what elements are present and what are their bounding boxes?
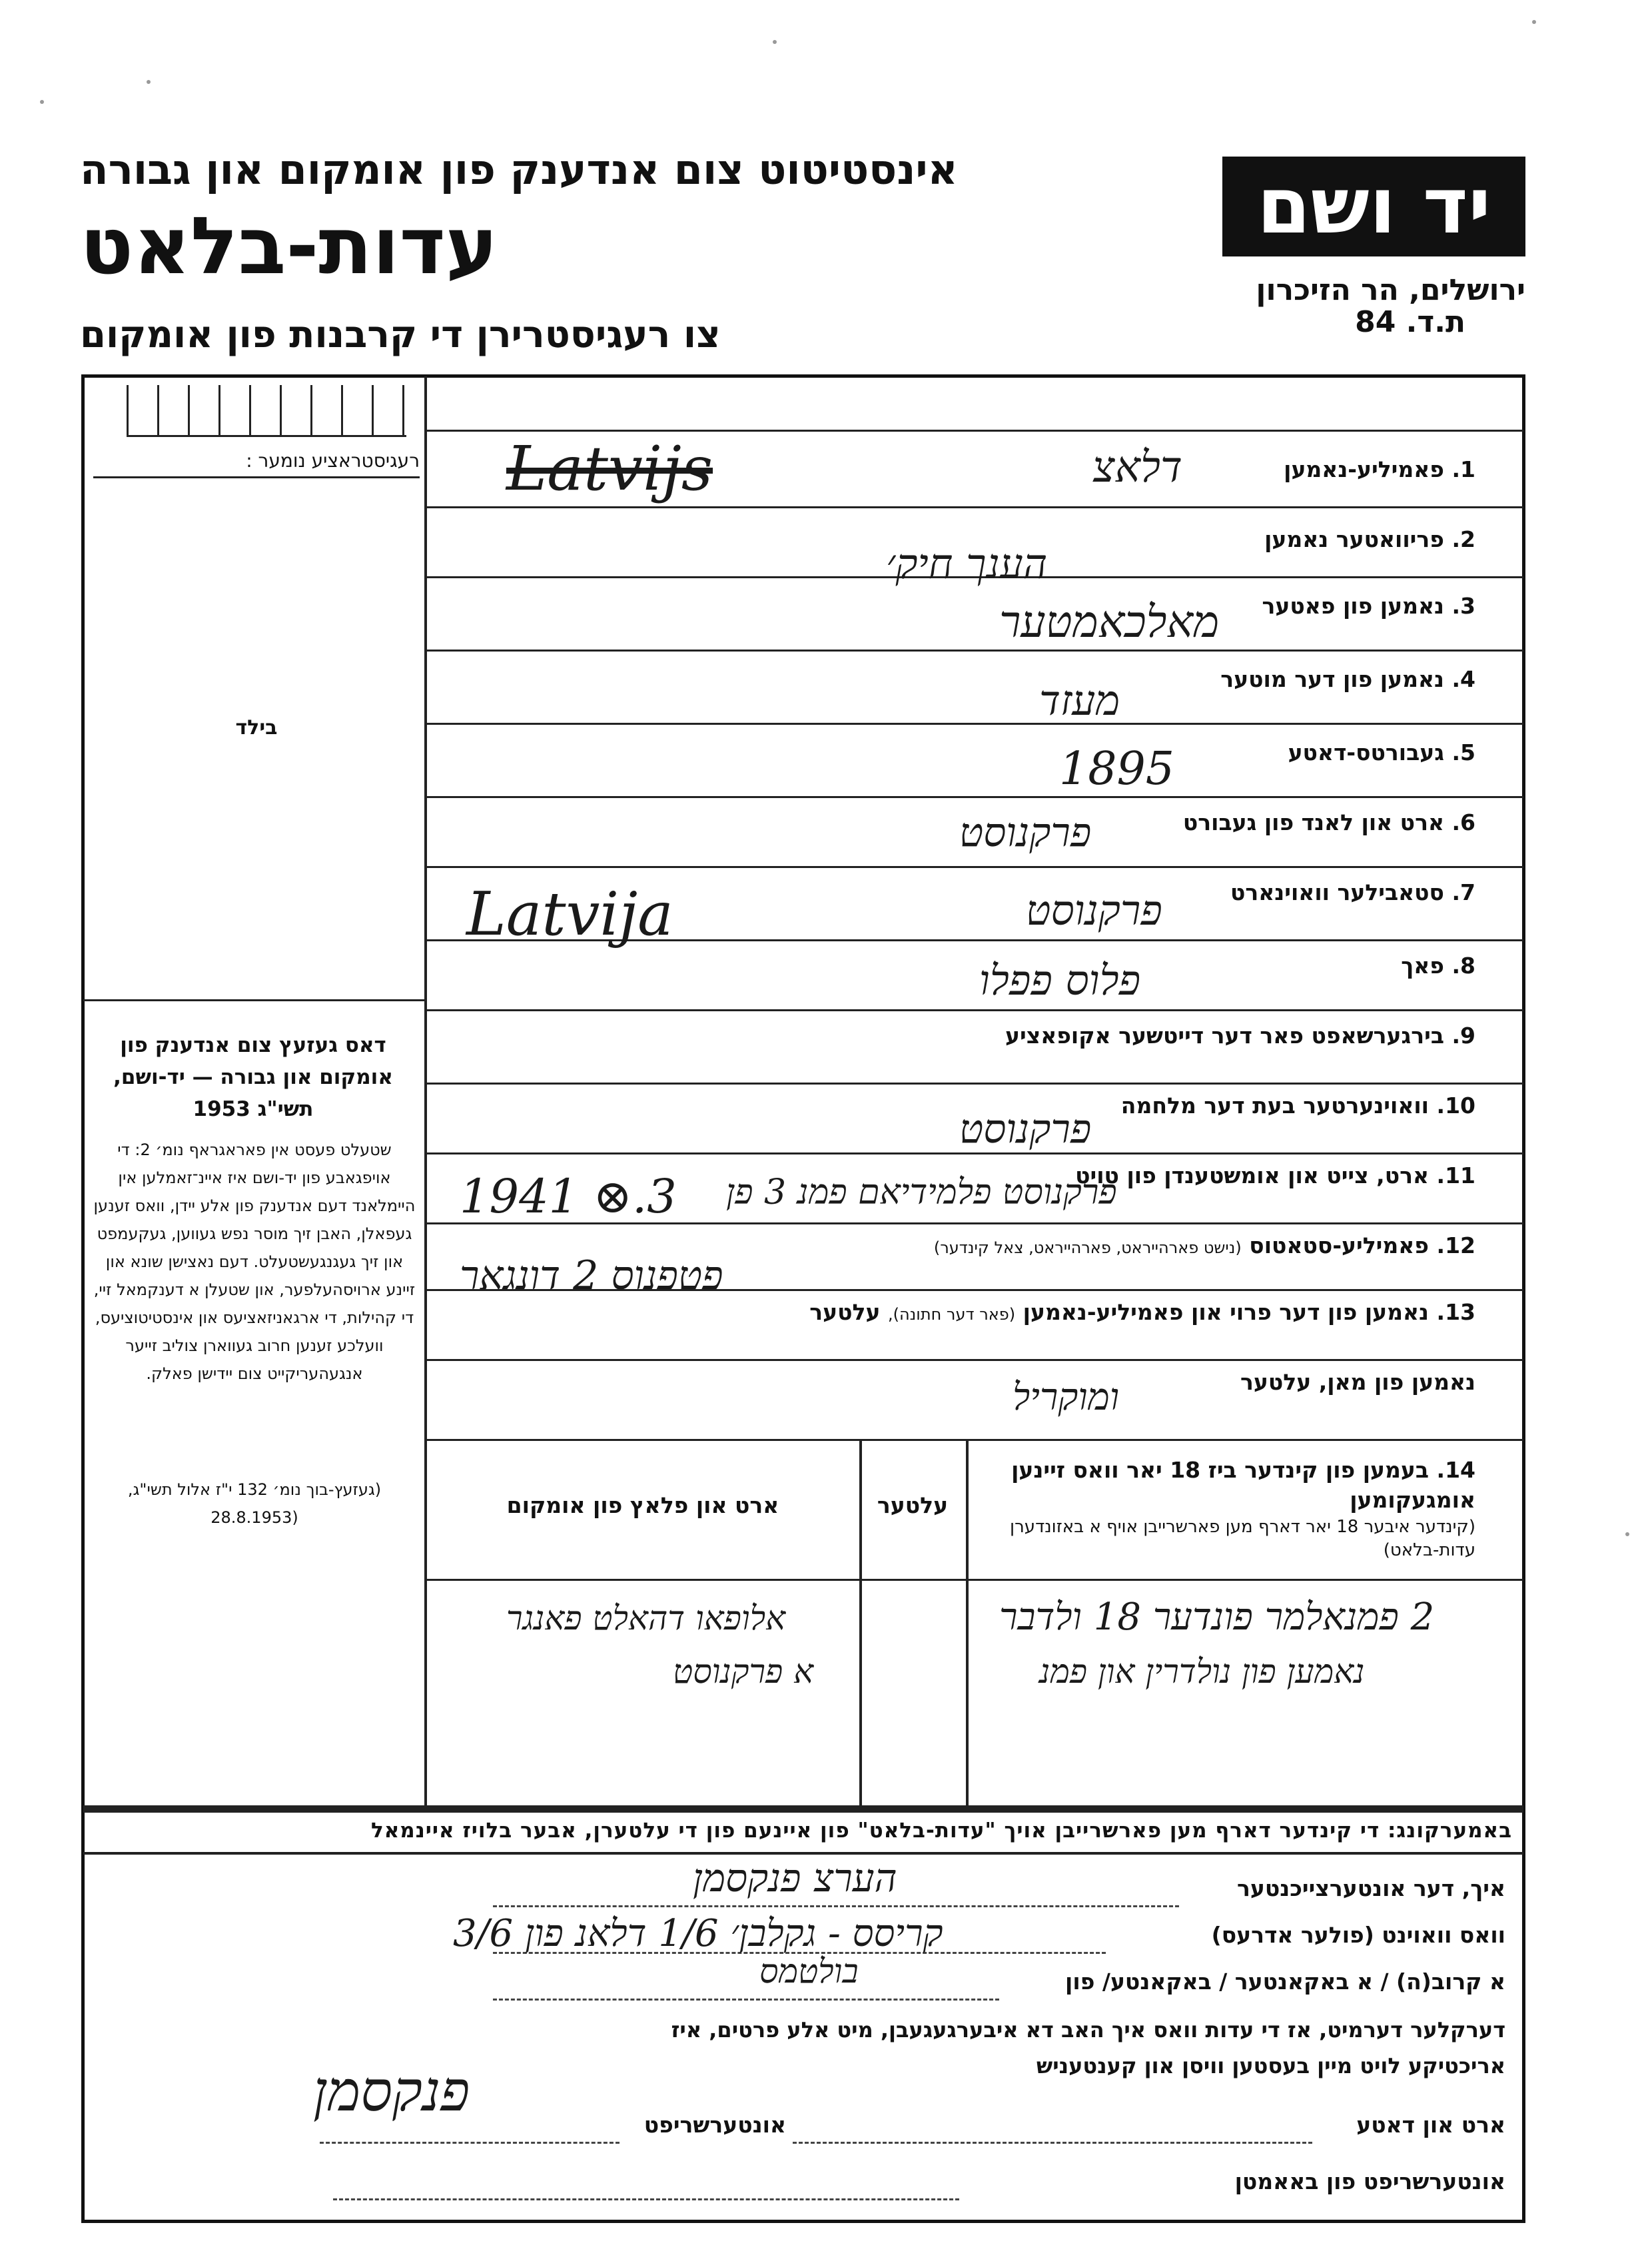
children-label: 14. בעמען פון קינדער ביז 18 יאר וואס זיינען אומגעקומען [1011,1457,1475,1513]
birth-date-value: 1895 [1059,743,1175,795]
photo-box-bottom [83,999,425,1001]
field-4-label: 4. נאמען פון דער מוטער [1220,666,1475,692]
place-column-header: ארט און פלאץ פון אומקום [506,1492,779,1518]
scan-speck [40,100,44,104]
mother-name-value: מעזד [1039,676,1120,725]
wartime-residence-value: פרקנוסט [959,1106,1092,1152]
remark-bottom-rule [83,1852,1523,1855]
relation-line [493,1999,999,2001]
institute-title: אינסטיטוט צום אנדענק פון אומקום און גבורה [80,145,958,194]
profession-value: פלוס פפלו [979,956,1141,1005]
declaration-text: דערקלער דערמיט, אז די עדות וואס איך האב דא איבערגעגעבן, מיט אלע פרטים, איז אריכטיקע לויט מיין בעסטען וויסן און קענטעניש [671,2017,1505,2079]
undersigned-label: איך, דער אונטערצייכנטער [1236,1875,1505,1901]
field-12-label: 12. פאמיליע-סטאטוס (נישט פארהייראט, פארהייראט, צאל קינדער) [933,1232,1475,1258]
field-8-label: 8. פאך [1401,953,1475,979]
field-9-label: 9. בירגערשאפט פאר דער דייטשער אקופאציע [1005,1023,1475,1049]
scan-speck [147,80,151,84]
birthplace-value: פרקנוסט [959,809,1092,856]
yad-vashem-logo: יד ושם [1222,157,1525,256]
field-13-label: 13. נאמען פון דער פרוי און פאמיליע-נאמען (פאר דער חתונה), עלטער [809,1299,1475,1325]
undersigned-line [493,1905,1179,1907]
children-names-line-1: 2 פמנאלמר פונדער 18 ולדבר [999,1595,1435,1639]
children-place-line-2: א פרקנוסט [673,1652,814,1691]
scan-speck [1625,1532,1629,1536]
law-source: (געזעץ-בוך נומ׳ 132 י"ז אלול תשי"ג, (28.8.1953 [127,1480,382,1527]
field-3-label: 3. נאמען פון פאטער [1262,593,1475,619]
death-circumstances-value: פרקנוסט פלמידיאם פמנ 3 פן [726,1172,1117,1212]
children-col-divider-2 [859,1439,862,1805]
scan-speck [773,40,777,44]
family-status-value: פטפנוס 2 דונגאר [460,1252,723,1299]
residence-latin: Latvija [466,879,673,949]
children-place-line-1: אלופאו דהאלט פאנגר [506,1599,786,1637]
place-date-label: ארט און דאטע [1356,2112,1505,2138]
registration-boxes [127,385,406,437]
family-name-latin: Latvijs [506,433,713,504]
remark-text: באמערקונג: די קינדער דארף מען פארשרייבן אויך "עדות-בלאט" פון איינעם פון די עלטערן, אבער בלויז איינמאל [370,1819,1512,1843]
undersigned-value: הערצ פנקסמן [693,1855,897,1901]
field-10-label: 10. וואוינערטער בעת דער מלחמה [1120,1093,1475,1119]
relation-label: א קרוב(ה) / א באקאנטער / באקאנטע/ פון [1065,1969,1505,1995]
photo-label: בילד [235,716,278,739]
signature-line [320,2142,620,2144]
death-year-value: 1941 ⊗.3 [460,1169,677,1224]
field-1-label: 1. פאמיליע-נאמען [1284,456,1475,482]
residence-value: פרקנוסט [1026,886,1162,935]
signature-value: פנקסמן [313,2058,470,2124]
field-5-label: 5. געבורטס-דאטע [1288,739,1475,765]
scan-speck [1532,20,1536,24]
father-name-value: מאלכאמטער [999,596,1220,648]
husband-name-value: ומוקריל [1013,1376,1120,1419]
children-col-divider-1 [966,1439,969,1805]
children-note: (קינדער איבער 18 יאר דארף מען פארשרייבן אויף א באזונדערן עדות-בלאט) [1010,1517,1475,1561]
field-11-label: 11. ארט, צייט און אומשטענדן פון טויט [1075,1162,1475,1188]
official-signature-line [333,2198,959,2200]
field-6-label: 6. ארט און לאנד פון געבורט [1182,809,1475,835]
first-name-value: הענך חיק׳ [886,540,1048,588]
age-column-header: עלטער [877,1492,949,1518]
official-signature-label: אונטערשריפט פון באאמטן [1234,2168,1505,2194]
address-value: קריסס - גקלבן׳ 1/6 דלאנ פון 3/6 [453,1912,943,1955]
signature-label: אונטערשריפט [643,2112,786,2138]
children-names-line-2: נאמען פון נולדרין און פמנ [1039,1652,1365,1691]
left-column-divider [424,376,427,1805]
family-name-value: דלאצ [1092,443,1182,492]
form-title: עדות-בלאט [80,200,498,292]
law-heading: דאס געזעץ צום אנדענק פון אומקום און גבורה — יד-ושם, תשי"ג 1953 [113,1033,393,1122]
law-text: שטעלט פעסט אין פאראגראף נומ׳ 2: די אויפגאבע פון יד-ושם איז איינ־זאמלען אין היימלאנד דעם אנדענק פון אלע יידן, וואס זענען געפאלן, האבן זיך מוסר נפש געווען, געקעמפט און זיך געגנגעשטעלט. דעם נאצישן שונא און זיינע ארויסהעלפער, און שטעלן א דענקמאל זיי, די קהילות, די ארגאניזאציעס און אינסטיטוציעס, וועלכע זענען חרוב געווארן צוליב זייער אנגעהעריקייט צום יידישן פאלק. [93,1140,416,1383]
field-13b-label: נאמען פון מאן, עלטער [1240,1369,1475,1395]
address-line-2: ת.ד. 84 [1355,305,1465,339]
relation-value: בולטמס [759,1952,859,1991]
children-header-rule [426,1579,1523,1581]
address-line-1: ירושלים, הר הזיכרון [1256,273,1525,307]
field-7-label: 7. סטאבילער וואוינארט [1230,879,1475,905]
registration-rule [93,476,420,478]
field-2-label: 2. פריוואטער נאמען [1264,526,1475,552]
address-label: וואס וואוינט (פולער אדרעס) [1211,1922,1505,1948]
place-date-line [793,2142,1312,2144]
registration-label: רעגיסטראציע נומער : [246,450,420,472]
remark-top-rule [83,1805,1523,1813]
form-subtitle: צו רעגיסטרירן די קרבנות פון אומקום [80,313,721,356]
